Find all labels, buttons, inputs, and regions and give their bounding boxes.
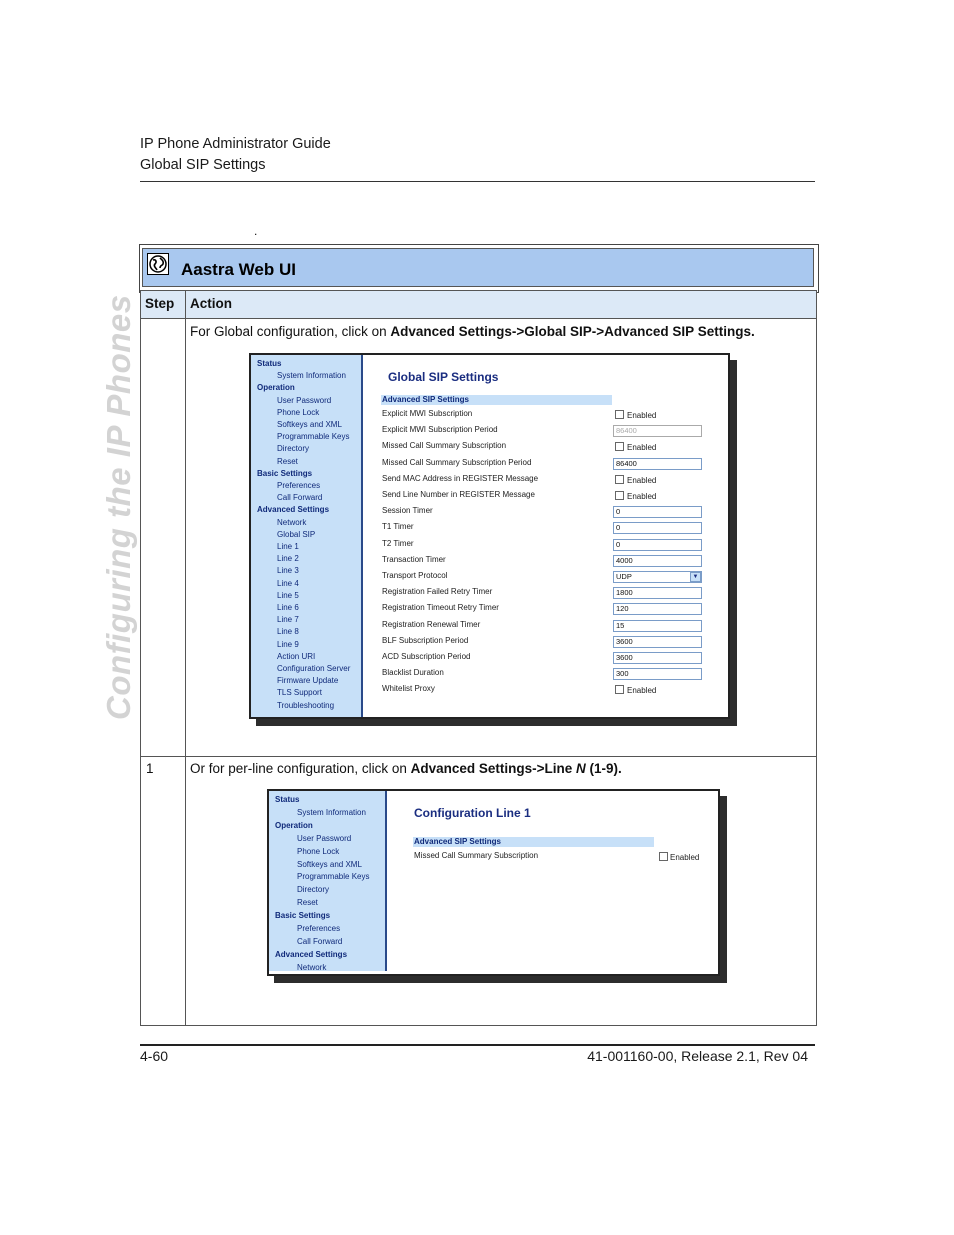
chevron-down-icon[interactable]: ▼ <box>690 572 701 582</box>
nav-link[interactable]: Line 5 <box>277 590 299 600</box>
nav-link[interactable]: Call Forward <box>277 493 323 503</box>
nav-link[interactable]: Softkeys and XML <box>277 420 342 429</box>
nav-link[interactable]: Softkeys and XML <box>297 859 362 869</box>
enabled-label: Enabled <box>627 492 657 501</box>
enabled-label: Enabled <box>627 443 657 453</box>
enabled-label: Enabled <box>627 411 657 420</box>
nav-link[interactable]: Line 7 <box>277 615 299 625</box>
row1-action-path: Advanced Settings->Global SIP->Advanced SIP Settings. <box>390 324 755 339</box>
setting-input: 86400 <box>613 425 702 437</box>
nav-group-header: Advanced Settings <box>257 505 330 515</box>
setting-input[interactable]: 1800 <box>613 587 702 599</box>
row-divider <box>141 756 816 757</box>
setting-input[interactable]: 3600 <box>613 636 702 648</box>
footer-rule <box>140 1044 815 1046</box>
nav-group-header: Basic Settings <box>275 911 331 921</box>
select-value: UDP <box>616 572 632 581</box>
enabled-label: Enabled <box>627 475 657 485</box>
nav-link[interactable]: Line 9 <box>277 639 299 649</box>
setting-input[interactable]: 15 <box>613 620 702 632</box>
nav-link[interactable]: User Password <box>277 395 332 405</box>
nav-link[interactable]: Troubleshooting <box>277 700 335 710</box>
enabled-checkbox[interactable] <box>615 442 624 451</box>
setting-input[interactable]: 4000 <box>613 555 702 567</box>
setting-label: Session Timer <box>382 506 433 516</box>
row2-action <box>190 761 622 776</box>
stray-dot: . <box>254 224 258 238</box>
field-label: Missed Call Summary Subscription <box>414 851 539 860</box>
setting-label: Transport Protocol <box>382 571 448 580</box>
globe-icon <box>147 253 169 275</box>
nav-link[interactable]: Action URI <box>277 651 316 661</box>
nav-sidebar <box>251 355 363 717</box>
nav-link[interactable]: Phone Lock <box>297 846 340 856</box>
footer-page-number: 4-60 <box>140 1048 169 1064</box>
config-line-screenshot <box>267 789 720 976</box>
nav-link[interactable]: Global SIP <box>277 529 316 539</box>
enabled-checkbox[interactable] <box>615 491 624 500</box>
enabled-checkbox[interactable] <box>615 475 624 484</box>
nav-link[interactable]: Programmable Keys <box>277 432 350 442</box>
row2-action-range: (1-9). <box>585 761 622 776</box>
setting-input[interactable]: 86400 <box>613 458 702 470</box>
setting-label: Registration Failed Retry Timer <box>382 587 493 597</box>
setting-label: Registration Renewal Timer <box>382 619 481 629</box>
setting-label: Missed Call Summary Subscription <box>382 441 507 451</box>
setting-label: Transaction Timer <box>382 554 446 564</box>
setting-input[interactable]: 300 <box>613 668 702 680</box>
setting-label: Explicit MWI Subscription <box>382 409 473 418</box>
nav-link[interactable]: Line 8 <box>277 627 299 637</box>
header-action: Action <box>190 296 232 311</box>
nav-group-header: Status <box>257 359 282 368</box>
enabled-checkbox[interactable] <box>615 410 624 419</box>
nav-link[interactable]: Line 2 <box>277 554 299 564</box>
nav-link[interactable]: System Information <box>277 371 346 381</box>
row1-action-text: For Global configuration, click on <box>190 324 391 339</box>
nav-link[interactable]: Preferences <box>297 924 341 933</box>
nav-link[interactable]: Line 6 <box>277 603 299 612</box>
config-title: Configuration Line 1 <box>414 806 531 820</box>
table-header-row <box>141 291 816 319</box>
setting-label: Whitelist Proxy <box>382 684 435 694</box>
header-guide-title: IP Phone Administrator Guide <box>140 136 331 152</box>
global-sip-screenshot <box>249 353 730 719</box>
setting-label: Registration Timeout Retry Timer <box>382 603 499 613</box>
setting-label: Blacklist Duration <box>382 668 444 678</box>
nav-link[interactable]: Reset <box>297 898 318 908</box>
setting-label: ACD Subscription Period <box>382 652 471 661</box>
nav-link[interactable]: Call Forward <box>297 936 343 946</box>
row2-action-var: N <box>576 761 586 776</box>
nav-link[interactable]: Directory <box>297 885 330 895</box>
setting-label: Explicit MWI Subscription Period <box>382 425 498 435</box>
setting-label: Send MAC Address in REGISTER Message <box>382 473 539 483</box>
row2-step: 1 <box>146 761 154 776</box>
nav-link[interactable]: User Password <box>297 833 352 843</box>
nav-link[interactable]: TLS Support <box>277 688 322 698</box>
nav-group-header: Operation <box>275 820 313 830</box>
nav-link[interactable]: Directory <box>277 444 310 454</box>
column-divider <box>185 291 186 1025</box>
nav-link[interactable]: Preferences <box>277 481 321 490</box>
setting-input[interactable]: 3600 <box>613 652 702 664</box>
setting-input[interactable]: 0 <box>613 539 702 551</box>
header-rule <box>140 181 815 182</box>
setting-input[interactable]: 120 <box>613 603 702 615</box>
header-section-title: Global SIP Settings <box>140 157 266 173</box>
setting-label: Send Line Number in REGISTER Message <box>382 490 535 499</box>
transport-protocol-select[interactable] <box>613 571 702 583</box>
side-chapter-title: Configuring the IP Phones <box>100 294 137 720</box>
setting-input[interactable]: 0 <box>613 522 702 534</box>
setting-label: BLF Subscription Period <box>382 635 469 645</box>
setting-label: Missed Call Summary Subscription Period <box>382 457 532 467</box>
nav-link[interactable]: Line 4 <box>277 578 299 588</box>
nav-link[interactable]: Line 1 <box>277 542 299 551</box>
setting-label: T1 Timer <box>382 522 414 532</box>
section-bar: Advanced SIP Settings <box>381 395 612 405</box>
config-title: Global SIP Settings <box>388 370 499 384</box>
enabled-label: Enabled <box>670 853 700 862</box>
enabled-checkbox[interactable] <box>659 852 668 861</box>
section-bar: Advanced SIP Settings <box>413 837 654 847</box>
setting-input[interactable]: 0 <box>613 506 702 518</box>
enabled-label: Enabled <box>627 686 657 696</box>
nav-link[interactable]: Line 3 <box>277 566 299 576</box>
nav-group-header: Basic Settings <box>257 468 313 478</box>
nav-sidebar <box>269 791 387 971</box>
banner-title: Aastra Web UI <box>181 260 296 279</box>
nav-link[interactable]: Reset <box>277 456 298 466</box>
nav-link[interactable]: Firmware Update <box>277 676 339 686</box>
nav-link[interactable]: Network <box>297 962 327 972</box>
nav-group-header: Status <box>275 795 300 804</box>
nav-link[interactable]: Programmable Keys <box>297 872 370 882</box>
row1-action <box>190 324 755 339</box>
row2-action-text: Or for per-line configuration, click on <box>190 761 411 776</box>
enabled-checkbox[interactable] <box>615 685 624 694</box>
nav-group-header: Operation <box>257 383 295 393</box>
nav-link[interactable]: Phone Lock <box>277 407 320 417</box>
nav-link[interactable]: Configuration Server <box>277 664 351 673</box>
footer-doc-id: 41-001160-00, Release 2.1, Rev 04 <box>587 1048 808 1064</box>
row2-action-path: Advanced Settings->Line <box>410 761 577 776</box>
header-step: Step <box>145 296 175 311</box>
nav-group-header: Advanced Settings <box>275 949 348 959</box>
nav-link[interactable]: System Information <box>297 807 366 817</box>
nav-link[interactable]: Network <box>277 517 307 527</box>
setting-label: T2 Timer <box>382 538 414 548</box>
